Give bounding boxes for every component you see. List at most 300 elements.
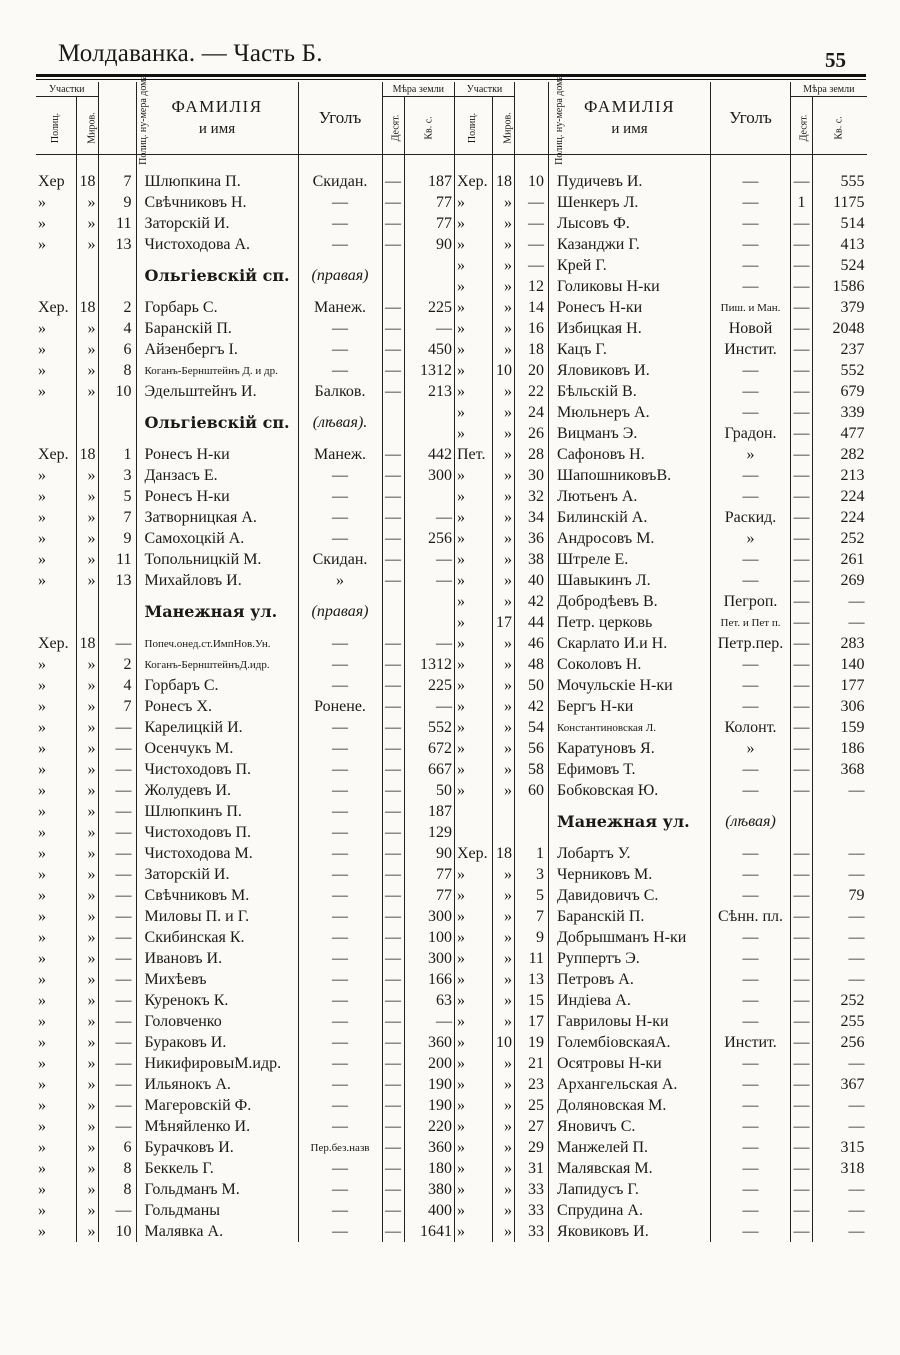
house-number-cell: 34 [515,507,549,528]
table-row [455,1095,867,1116]
corner-cell: — [298,192,382,213]
table-row [36,1074,454,1095]
table-row [455,612,867,633]
mirov-cell: » [493,444,515,465]
des-cell: — [791,213,813,234]
des-cell: — [382,1032,404,1053]
house-number-cell: 9 [98,528,136,549]
house-number-cell: 56 [515,738,549,759]
polic-cell: » [38,802,46,820]
house-number-cell: — [98,969,136,990]
right-ledger-table [454,75,867,1242]
owner-name-cell: Карелицкій И. [136,717,298,738]
table-row [455,423,867,444]
des-cell: — [382,234,404,255]
house-number-cell: 22 [515,381,549,402]
polic-cell: » [455,318,493,339]
polic-cell: » [455,1053,493,1074]
corner-cell: — [711,570,791,591]
mirov-cell: » [76,990,98,1011]
polic-cell: » [38,1033,46,1051]
des-cell: — [791,990,813,1011]
kv-cell: 190 [404,1095,454,1116]
owner-name-cell: Билинскій А. [549,507,711,528]
corner-cell: — [711,402,791,423]
right-column-block [454,75,866,1242]
table-row [455,1200,867,1221]
table-row [455,486,867,507]
polic-cell: » [38,949,46,967]
corner-cell: — [711,234,791,255]
house-number-cell: 21 [515,1053,549,1074]
des-cell: — [382,990,404,1011]
table-row [36,1200,454,1221]
polic-cell: » [455,696,493,717]
owner-name-cell: Шлюпкина П. [136,171,298,192]
mirov-cell: » [493,528,515,549]
mirov-cell: 18 [493,843,515,864]
corner-cell: — [298,990,382,1011]
mirov-cell: » [493,1137,515,1158]
table-row [36,570,454,591]
corner-cell: — [711,465,791,486]
street-section-heading [36,402,454,444]
kv-cell: 380 [404,1179,454,1200]
house-number-cell: 4 [98,675,136,696]
des-cell: — [791,927,813,948]
corner-cell: — [298,507,382,528]
owner-name-cell: Андросовъ М. [549,528,711,549]
owner-name-cell: Бобковская Ю. [549,780,711,801]
corner-cell: — [298,339,382,360]
mirov-cell: » [493,675,515,696]
kv-cell: — [813,1200,867,1221]
corner-cell: — [298,864,382,885]
kv-cell: 400 [404,1200,454,1221]
corner-cell: — [711,696,791,717]
corner-header: Уголъ [298,82,382,155]
corner-cell: — [298,927,382,948]
des-cell: — [791,1053,813,1074]
des-cell: — [791,864,813,885]
mirov-cell: » [76,507,98,528]
corner-cell: — [711,486,791,507]
table-row [36,780,454,801]
kv-cell: 187 [404,171,454,192]
owner-name-cell: Гавриловы Н-ки [549,1011,711,1032]
des-cell: — [791,696,813,717]
kv-cell: 318 [813,1158,867,1179]
corner-cell: — [298,213,382,234]
house-number-cell: 42 [515,696,549,717]
des-cell: — [382,738,404,759]
house-number-cell: 7 [98,696,136,717]
corner-cell: — [298,1221,382,1242]
house-number-cell [98,591,136,633]
table-row [36,1137,454,1158]
house-number-cell: 8 [98,1179,136,1200]
mirov-cell: » [76,549,98,570]
house-number-cell: 11 [98,213,136,234]
owner-name-cell: Беккель Г. [136,1158,298,1179]
des-cell: — [791,612,813,633]
street-side: (лѣвая). [298,402,382,444]
des-cell: 1 [791,192,813,213]
mirov-cell: » [493,549,515,570]
kv-cell: 1641 [404,1221,454,1242]
corner-cell: — [298,654,382,675]
corner-cell: — [711,1095,791,1116]
des-cell: — [382,780,404,801]
mirov-cell: » [76,780,98,801]
kv-cell: — [404,696,454,717]
street-section-heading [36,255,454,297]
house-number-cell: 33 [515,1200,549,1221]
des-cell: — [791,675,813,696]
mirov-cell: » [493,696,515,717]
house-number-cell: 8 [98,1158,136,1179]
corner-cell: Скидан. [298,549,382,570]
mirov-cell: » [493,759,515,780]
kv-cell: — [404,507,454,528]
des-cell: — [382,696,404,717]
table-row [36,633,454,654]
polic-cell: » [38,886,46,904]
house-number-header: Полиц. ну-мера дома [98,82,136,155]
table-row [455,318,867,339]
kv-cell: 360 [404,1032,454,1053]
corner-cell: — [711,1011,791,1032]
mirov-cell: » [493,864,515,885]
des-cell: — [382,1137,404,1158]
kv-cell: 477 [813,423,867,444]
owner-name-cell: Малявка А. [136,1221,298,1242]
kv-cell: 63 [404,990,454,1011]
polic-cell: » [455,276,493,297]
corner-cell: — [711,1074,791,1095]
kv-cell: 180 [404,1158,454,1179]
polic-cell: » [455,1032,493,1053]
mirov-cell: » [493,402,515,423]
kv-cell: 261 [813,549,867,570]
owner-name-cell: Лобартъ У. [549,843,711,864]
des-cell: — [791,255,813,276]
kv-cell: 306 [813,696,867,717]
table-row [36,843,454,864]
des-cell [382,402,404,444]
table-row [36,381,454,402]
table-row [455,843,867,864]
polic-cell: » [455,675,493,696]
des-cell: — [791,717,813,738]
corner-cell: — [711,927,791,948]
mirov-cell: » [76,885,98,906]
house-number-cell: 3 [515,864,549,885]
des-cell: — [382,528,404,549]
owner-name-cell: Данзасъ Е. [136,465,298,486]
owner-name-cell: Добрышманъ Н-ки [549,927,711,948]
kv-cell: — [813,1116,867,1137]
table-row [36,1116,454,1137]
owner-name-cell: Голиковы Н-ки [549,276,711,297]
polic-cell: » [38,823,46,841]
table-row [36,1158,454,1179]
street-name: Манежная ул. [136,591,298,633]
polic-cell: » [38,193,46,211]
corner-cell: Балков. [298,381,382,402]
polic-cell: Хер [38,172,65,190]
corner-cell: Колонт. [711,717,791,738]
mirov-cell: » [493,1221,515,1242]
corner-cell: — [711,213,791,234]
owner-name-cell: Коганъ-Бернштейнъ Д. и др. [136,360,298,381]
house-number-cell: 5 [515,885,549,906]
kv-cell: — [813,612,867,633]
table-row [36,801,454,822]
table-row [36,864,454,885]
mirov-cell: » [76,528,98,549]
des-cell: — [791,423,813,444]
des-cell [791,801,813,843]
corner-cell: — [711,948,791,969]
corner-cell: Скидан. [298,171,382,192]
polic-cell: » [455,297,493,318]
page-header [58,40,846,74]
house-number-cell: 32 [515,486,549,507]
owner-name-cell: Чистоходова М. [136,843,298,864]
kv-cell: 100 [404,927,454,948]
des-cell: — [791,171,813,192]
kv-cell: 368 [813,759,867,780]
kv-cell: 1312 [404,654,454,675]
polic-cell: » [455,255,493,276]
table-row [455,570,867,591]
kv-cell: — [404,633,454,654]
polic-cell: » [455,1074,493,1095]
des-cell: — [382,927,404,948]
polic-cell: » [455,423,493,444]
des-cell: — [382,486,404,507]
kv-cell [404,402,454,444]
mirov-cell: » [76,759,98,780]
polic-cell: » [455,507,493,528]
corner-cell: — [298,780,382,801]
house-number-cell: — [98,885,136,906]
des-cell: — [382,1095,404,1116]
mirov-cell: » [493,423,515,444]
corner-cell: — [711,990,791,1011]
des-cell: — [791,1179,813,1200]
kv-cell: — [404,549,454,570]
table-row [455,738,867,759]
table-row [36,213,454,234]
des-cell: — [791,297,813,318]
house-number-cell: 13 [515,969,549,990]
owner-name-cell: Эдельштейнъ И. [136,381,298,402]
polic-cell: » [455,990,493,1011]
des-cell: — [382,1074,404,1095]
street-section-heading [36,591,454,633]
des-cell: — [382,1221,404,1242]
corner-cell: » [711,444,791,465]
table-row [36,465,454,486]
des-cell: — [791,591,813,612]
polic-cell: Хер. [38,445,69,463]
kv-cell: 225 [404,297,454,318]
des-cell: — [791,759,813,780]
kv-cell: 514 [813,213,867,234]
table-row [455,213,867,234]
house-number-cell: 50 [515,675,549,696]
kv-cell: 256 [813,1032,867,1053]
owner-name-cell: Коганъ-БернштейнъД.идр. [136,654,298,675]
des-cell: — [382,1053,404,1074]
owner-name-cell: Мочульскіе Н-ки [549,675,711,696]
owner-name-cell: Давидовичъ С. [549,885,711,906]
corner-cell: — [711,843,791,864]
polic-cell: » [38,487,46,505]
polic-cell: » [38,1054,46,1072]
mirov-cell: » [493,885,515,906]
surname-header: ФАМИЛІЯ и имя [549,82,711,155]
house-number-cell: — [98,927,136,948]
owner-name-cell: Доляновская М. [549,1095,711,1116]
owner-name-cell: Куренокъ К. [136,990,298,1011]
table-row [36,528,454,549]
table-row [36,759,454,780]
house-number-cell: 48 [515,654,549,675]
owner-name-cell: Бураковъ И. [136,1032,298,1053]
polic-cell: » [38,340,46,358]
table-row [455,192,867,213]
kv-cell: 2048 [813,318,867,339]
kv-cell: 252 [813,528,867,549]
owner-name-cell: Головченко [136,1011,298,1032]
polic-cell: » [455,864,493,885]
house-number-cell: 1 [98,444,136,465]
table-row [455,297,867,318]
mirov-cell: » [493,1116,515,1137]
table-row [455,1116,867,1137]
kv-cell: — [813,843,867,864]
table-row [455,717,867,738]
des-cell: — [382,570,404,591]
land-header: Мѣра земли [382,82,454,97]
polic-cell: » [455,738,493,759]
kv-cell [404,486,454,507]
owner-name-cell: Шлюпкинъ П. [136,801,298,822]
polic-cell: » [455,1095,493,1116]
house-number-cell: 54 [515,717,549,738]
mirov-cell: » [76,486,98,507]
house-number-cell: — [515,234,549,255]
polic-cell: » [38,1180,46,1198]
kv-cell: 77 [404,885,454,906]
table-row [36,549,454,570]
owner-name-cell: Самохоцкій А. [136,528,298,549]
owner-name-cell: Свѣчниковъ М. [136,885,298,906]
polic-cell: » [455,759,493,780]
kv-cell: 90 [404,843,454,864]
owner-name-cell: Малявская М. [549,1158,711,1179]
table-row [36,1053,454,1074]
corner-cell: Петр.пер. [711,633,791,654]
house-number-cell: 26 [515,423,549,444]
mirov-header: Миров. [76,97,98,155]
house-number-cell: — [98,1032,136,1053]
table-row [36,885,454,906]
table-row [455,1032,867,1053]
des-cell: — [382,801,404,822]
des-cell: — [791,885,813,906]
table-row [455,990,867,1011]
owner-name-cell: Жолудевъ И. [136,780,298,801]
house-number-cell: 7 [98,171,136,192]
house-number-cell: 28 [515,444,549,465]
table-row [455,948,867,969]
des-cell: — [791,1116,813,1137]
house-number-cell: 7 [515,906,549,927]
polic-cell: » [38,466,46,484]
table-row [455,591,867,612]
owner-name-cell: Затворницкая А. [136,507,298,528]
mirov-cell [76,255,98,297]
polic-cell: » [38,361,46,379]
owner-name-cell: Осенчукъ М. [136,738,298,759]
polic-cell: » [455,654,493,675]
table-row [455,360,867,381]
house-number-cell: — [98,906,136,927]
polic-cell: » [38,697,46,715]
kv-cell: 129 [404,822,454,843]
house-number-cell: 33 [515,1179,549,1200]
des-cell: — [382,717,404,738]
table-row [455,528,867,549]
corner-cell: — [711,1221,791,1242]
house-number-cell: — [98,1074,136,1095]
corner-cell: — [711,759,791,780]
house-number-cell: — [98,759,136,780]
kv-cell: — [404,1011,454,1032]
house-number-cell: — [98,1095,136,1116]
mirov-cell: » [493,381,515,402]
mirov-cell: » [493,465,515,486]
polic-cell: » [38,655,46,673]
polic-cell: » [38,508,46,526]
house-number-cell: 44 [515,612,549,633]
kv-cell: 200 [404,1053,454,1074]
des-cell: — [382,213,404,234]
kv-cell: 1586 [813,276,867,297]
corner-cell: — [298,486,382,507]
kv-cell: 300 [404,465,454,486]
mirov-cell: » [493,654,515,675]
owner-name-cell: ГолембіовскаяА. [549,1032,711,1053]
kv-cell: 367 [813,1074,867,1095]
street-name: Ольгіевскій сп. [136,255,298,297]
polic-cell: » [38,571,46,589]
street-name: Ольгіевскій сп. [136,402,298,444]
polic-cell: » [38,1138,46,1156]
mirov-cell: » [493,1095,515,1116]
kv-cell: — [813,1179,867,1200]
table-row [36,234,454,255]
des-cell: — [382,318,404,339]
des-header: Десят. [791,97,813,155]
corner-cell: — [298,906,382,927]
polic-cell [36,591,76,633]
polic-cell: » [455,213,493,234]
